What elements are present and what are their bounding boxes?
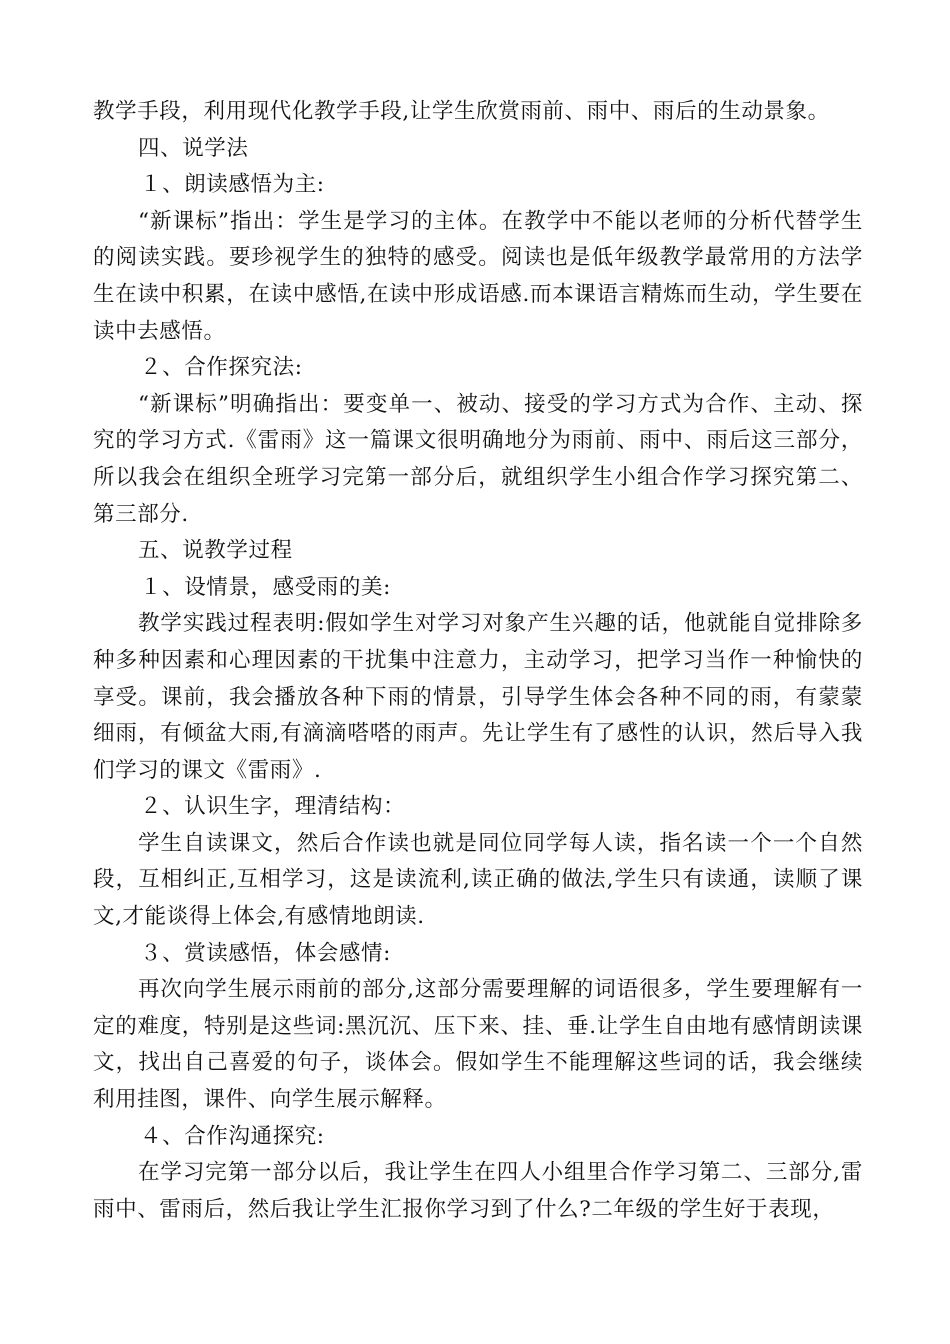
paragraph-learn-characters: 学生自读课文，然后合作读也就是同位同学每人读，指名读一个一个自然段，互相纠正,互相学习，这是读流利,读正确的做法,学生只有读通，读顺了课文,才能谈得上体会,有感情地朗读. bbox=[93, 830, 863, 930]
paragraph-cooperative-communication: 在学习完第一部分以后，我让学生在四人小组里合作学习第二、三部分,雷雨中、雷雨后，然后我让学生汇报你学习到了什么?二年级的学生好于表现， bbox=[93, 1160, 863, 1222]
subheading-appreciate-reading: ３、赏读感悟，体会感情: bbox=[140, 940, 391, 966]
subheading-cooperative-inquiry: ２、合作探究法: bbox=[140, 355, 303, 381]
paragraph-appreciate-reading: 再次向学生展示雨前的部分,这部分需要理解的词语很多，学生要理解有一定的难度，特别是这些词:黑沉沉、压下来、挂、垂.让学生自由地有感情朗读课文，找出自己喜爱的句子，谈体会。假如学生不能理解这些词的话，我会继续利用挂图，课件、向学生展示解释。 bbox=[93, 977, 863, 1113]
subheading-reading-comprehension: １、朗读感悟为主: bbox=[140, 172, 325, 198]
paragraph-set-scene: 教学实践过程表明:假如学生对学习对象产生兴趣的话，他就能自觉排除多种多种因素和心理因素的干扰集中注意力，主动学习，把学习当作一种愉快的享受。课前，我会播放各种下雨的情景，引导学生体会各种不同的雨，有蒙蒙细雨，有倾盆大雨,有滴滴嗒嗒的雨声。先让学生有了感性的认识，然后导入我们学习的课文《雷雨》. bbox=[93, 611, 863, 783]
subheading-learn-characters: ２、认识生字，理清结构： bbox=[140, 794, 406, 820]
section-heading-study-method: 四、说学法 bbox=[138, 135, 249, 161]
section-heading-teaching-process: 五、说教学过程 bbox=[138, 538, 293, 564]
paragraph-reading-comprehension: “新课标”指出：学生是学习的主体。在教学中不能以老师的分析代替学生的阅读实践。要珍视学生的独特的感受。阅读也是低年级教学最常用的方法学生在读中积累，在读中感悟,在读中形成语感.而本课语言精炼而生动，学生要在读中去感悟。 bbox=[93, 208, 863, 344]
subheading-set-scene: １、设情景，感受雨的美: bbox=[140, 574, 391, 600]
paragraph-teaching-means: 教学手段，利用现代化教学手段,让学生欣赏雨前、雨中、雨后的生动景象。 bbox=[93, 99, 830, 124]
document-page bbox=[93, 94, 863, 1228]
paragraph-cooperative-inquiry: “新课标”明确指出：要变单一、被动、接受的学习方式为合作、主动、探究的学习方式.《雷雨》这一篇课文很明确地分为雨前、雨中、雨后这三部分，所以我会在组织全班学习完第一部分后，就组织学生小组合作学习探究第二、第三部分. bbox=[93, 391, 863, 527]
subheading-cooperative-communication: ４、合作沟通探究: bbox=[140, 1123, 325, 1149]
